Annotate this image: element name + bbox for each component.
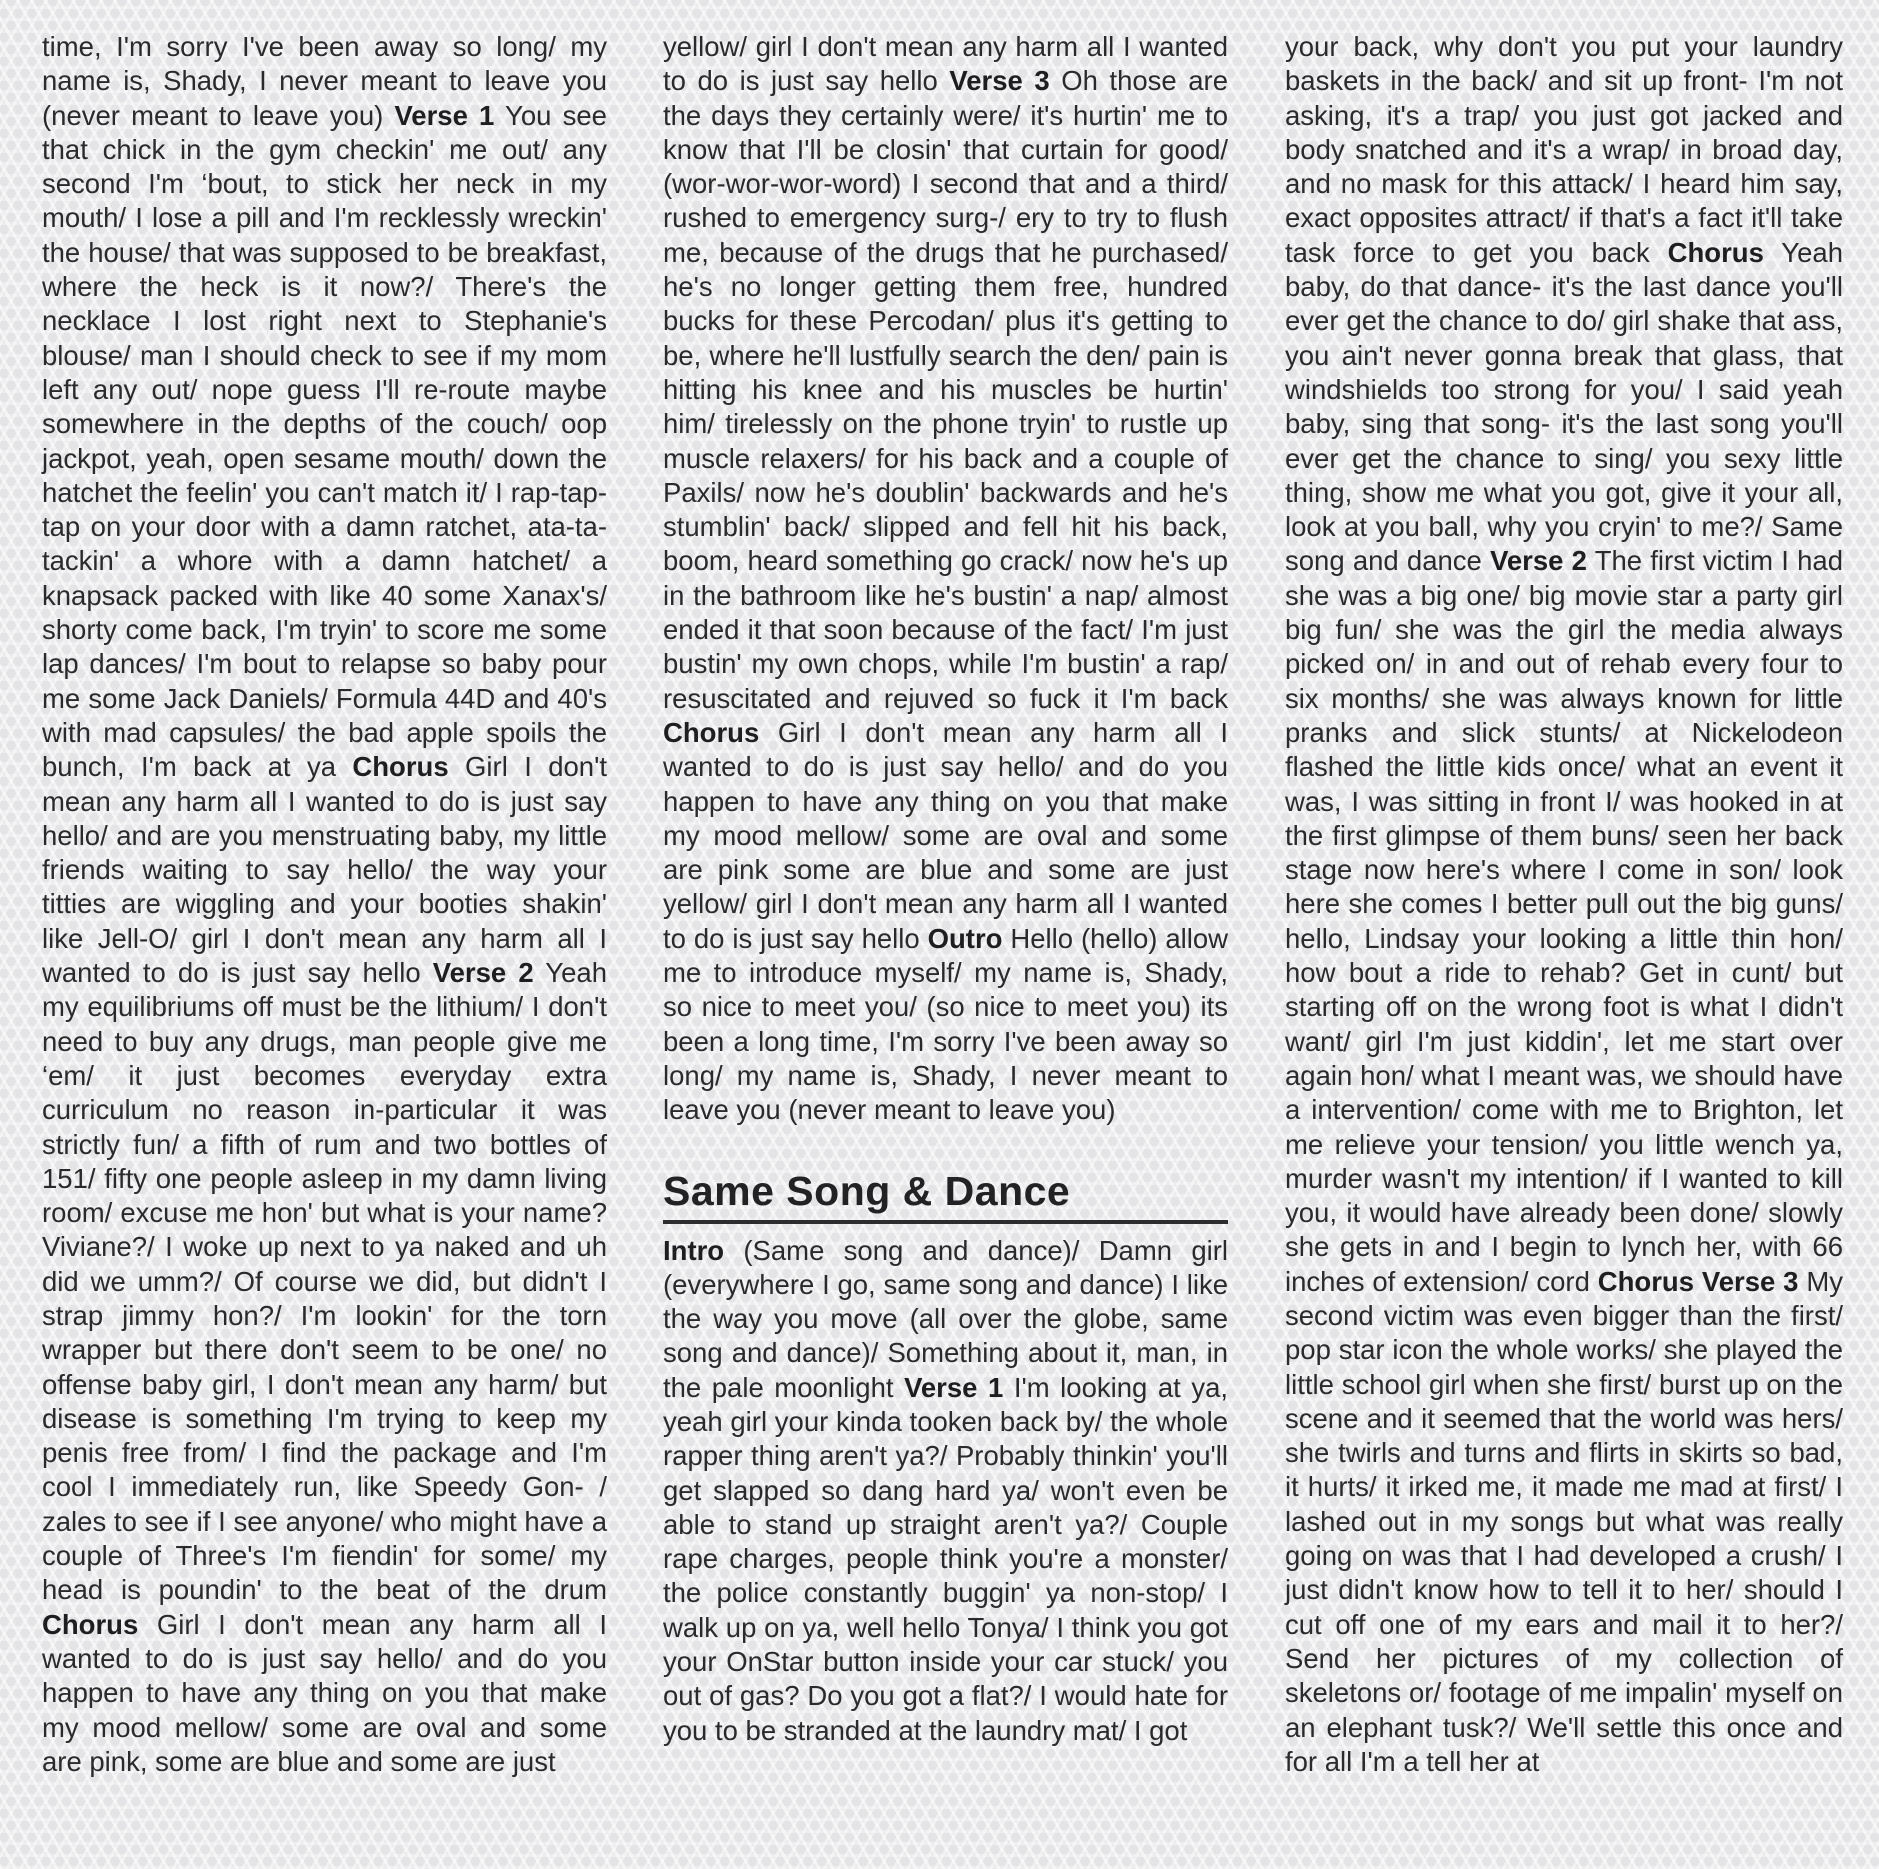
section-label: Chorus: [42, 1608, 139, 1640]
section-label: Outro: [927, 922, 1003, 954]
lyrics-text: Girl I don't mean any harm all I wanted to do is just say hello/ and do you happen to have any thing on you that make my mood mellow/ some are oval and some are pink, some are blue and some are just: [42, 1608, 607, 1777]
section-label: Intro: [663, 1234, 725, 1266]
section-label: Verse 1: [904, 1371, 1004, 1403]
lyrics-text: Hello (hello) allow me to introduce myself/ my name is, Shady, so nice to meet you/ (so nice to meet you) its been a long time, I'm sorry I've been away so long/ my name is, Shady, I never meant to leave you (never meant to leave you): [663, 922, 1228, 1126]
song-title: Same Song & Dance: [663, 1168, 1228, 1224]
section-label: Verse 3: [949, 65, 1050, 97]
lyrics-column-1: [42, 30, 607, 1779]
lyrics-paragraph: [1285, 30, 1843, 1779]
lyrics-text: Yeah my equilibriums off must be the lithium/ I don't need to buy any drugs, man people give me ‘em/ it just becomes everyday extra curriculum no reason in-particular it was strictly fun/ a fifth of rum and two bottles of 151/ fifty one people asleep in my damn living room/ excuse me hon' but what is your name? Viviane?/ I woke up next to ya naked and uh did we umm?/ Of course we did, but didn't I strap jimmy hon?/ I'm lookin' for the torn wrapper but there don't seem to be one/ no offense baby girl, I don't mean any harm/ but disease is something I'm trying to keep my penis free from/ I find the package and I'm cool I immediately run, like Speedy Gon- / zales to see if I see anyone/ who might have a couple of Three's I'm fiendin' for some/ my head is poundin' to the beat of the drum: [42, 957, 607, 1606]
lyrics-text: My second victim was even bigger than the first/ pop star icon the whole works/ she played the little school girl when she first/ burst up on the scene and it seemed that the world was hers/ she twirls and turns and flirts in skirts so bad, it hurts/ it irked me, it made me mad at first/ I lashed out in my songs but what was really going on was that I had developed a crush/ I just didn't know how to tell it to her/ should I cut off one of my ears and mail it to her?/ Send her pictures of my collection of skeletons or/ footage of me impalin' myself on an elephant tusk?/ We'll settle this once and for all I'm a tell her at: [1285, 1265, 1843, 1777]
lyrics-text: time, I'm sorry I've been away so long/ my name is, Shady, I never meant to leave you (never meant to leave you): [42, 31, 607, 131]
section-label: Verse 2: [432, 957, 534, 989]
lyrics-paragraph: [663, 1234, 1228, 1748]
lyrics-column-2: [663, 30, 1228, 1748]
lyrics-text: (Same song and dance)/ Damn girl (everywhere I go, same song and dance) I like the way you move (all over the globe, same song and dance)/ Something about it, man, in the pale moonlight: [663, 1234, 1228, 1403]
lyrics-paragraph: [42, 30, 607, 1779]
lyrics-text: The first victim I had she was a big one/ big movie star a party girl big fun/ she was the girl the media always picked on/ in and out of rehab every four to six months/ she was always known for little pranks and slick stunts/ at Nickelodeon flashed the little kids once/ what an event it was, I was sitting in front I/ was hooked in at the first glimpse of them buns/ seen her back stage now here's where I come in son/ look here she comes I better pull out the big guns/ hello, Lindsay your looking a little thin hon/ how bout a ride to rehab? Get in cunt/ but starting off on the wrong foot is what I didn't want/ girl I'm just kiddin', let me start over again hon/ what I meant was, we should have a intervention/ come with me to Brighton, let me relieve your tension/ you little wench ya, murder wasn't my intention/ if I wanted to kill you, it would have already been done/ slowly she gets in and I begin to lynch her, with 66 inches of extension/ cord: [1285, 545, 1843, 1297]
section-label: Chorus: [352, 751, 449, 783]
lyrics-text: your back, why don't you put your laundry baskets in the back/ and sit up front- I'm not asking, it's a trap/ you just got jacked and body snatched and it's a wrap/ in broad day, and no mask for this attack/ I heard him say, exact opposites attract/ if that's a fact it'll take task force to get you back: [1285, 31, 1843, 268]
lyrics-text: Girl I don't mean any harm all I wanted to do is just say hello/ and do you happen to have any thing on you that make my mood mellow/ some are oval and some are pink some are blue and some are just yellow/ girl I don't mean any harm all I wanted to do is just say hello: [663, 716, 1228, 954]
section-label: Chorus: [1667, 236, 1764, 268]
section-label: Verse 1: [394, 99, 495, 131]
lyrics-text: You see that chick in the gym checkin' me out/ any second I'm ‘bout, to stick her neck in my mouth/ I lose a pill and I'm recklessly wreckin' the house/ that was supposed to be breakfast, where the heck is it now?/ There's the necklace I lost right next to Stephanie's blouse/ man I should check to see if my mom left any out/ nope guess I'll re-route maybe somewhere in the depths of the couch/ oop jackpot, yeah, open sesame mouth/ down the hatchet the feelin' you can't match it/ I rap-tap-tap on your door with a damn ratchet, ata-ta-tackin' a whore with a damn hatchet/ a knapsack packed with like 40 some Xanax's/ shorty come back, I'm tryin' to score me some lap dances/ I'm bout to relapse so baby pour me some Jack Daniels/ Formula 44D and 40's with mad capsules/ the bad apple spoils the bunch, I'm back at ya: [42, 99, 607, 783]
lyrics-text: Girl I don't mean any harm all I wanted to do is just say hello/ and are you menstruating baby, my little friends waiting to say hello/ the way your titties are wiggling and your booties shakin' like Jell-O/ girl I don't mean any harm all I wanted to do is just say hello: [42, 751, 607, 989]
lyrics-column-3: [1285, 30, 1843, 1779]
lyrics-text: Yeah baby, do that dance- it's the last dance you'll ever get the chance to do/ girl shake that ass, you ain't never gonna break that glass, that windshields too strong for you/ I said yeah baby, sing that song- it's the last song you'll ever get the chance to sing/ you sexy little thing, show me what you got, give it your all, look at you ball, why you cryin' to me?/ Same song and dance: [1285, 236, 1843, 577]
lyrics-text: Oh those are the days they certainly were/ it's hurtin' me to know that I'll be closin' that curtain for good/ (wor-wor-wor-word) I second that and a third/ rushed to emergency surg-/ ery to try to flush me, because of the drugs that he purchased/ he's no longer getting them free, hundred bucks for these Percodan/ plus it's getting to be, where he'll lustfully search the den/ pain is hitting his knee and his muscles be hurtin' him/ tirelessly on the phone tryin' to rustle up muscle relaxers/ for his back and a couple of Paxils/ now he's doublin' backwards and he's stumblin' back/ slipped and fell hit his back, boom, heard something go crack/ now he's up in the bathroom like he's bustin' a nap/ almost ended it that soon because of the fact/ I'm just bustin' my own chops, while I'm bustin' a rap/ resuscitated and rejuved so fuck it I'm back: [663, 65, 1228, 714]
section-label: Chorus: [663, 716, 760, 748]
section-label: Verse 2: [1490, 545, 1587, 577]
section-label: Chorus Verse 3: [1597, 1265, 1799, 1297]
lyrics-text: yellow/ girl I don't mean any harm all I wanted to do is just say hello: [663, 31, 1228, 97]
lyrics-text: I'm looking at ya, yeah girl your kinda tooken back by/ the whole rapper thing aren't ya?/ Probably thinkin' you'll get slapped so dang hard ya/ won't even be able to stand up straight aren't ya?/ Couple rape charges, people think you're a monster/ the police constantly buggin' ya non-stop/ I walk up on ya, well hello Tonya/ I think you got your OnStar button inside your car stuck/ you out of gas? Do you got a flat?/ I would hate for you to be stranded at the laundry mat/ I got: [663, 1371, 1228, 1746]
lyrics-paragraph: [663, 30, 1228, 1128]
